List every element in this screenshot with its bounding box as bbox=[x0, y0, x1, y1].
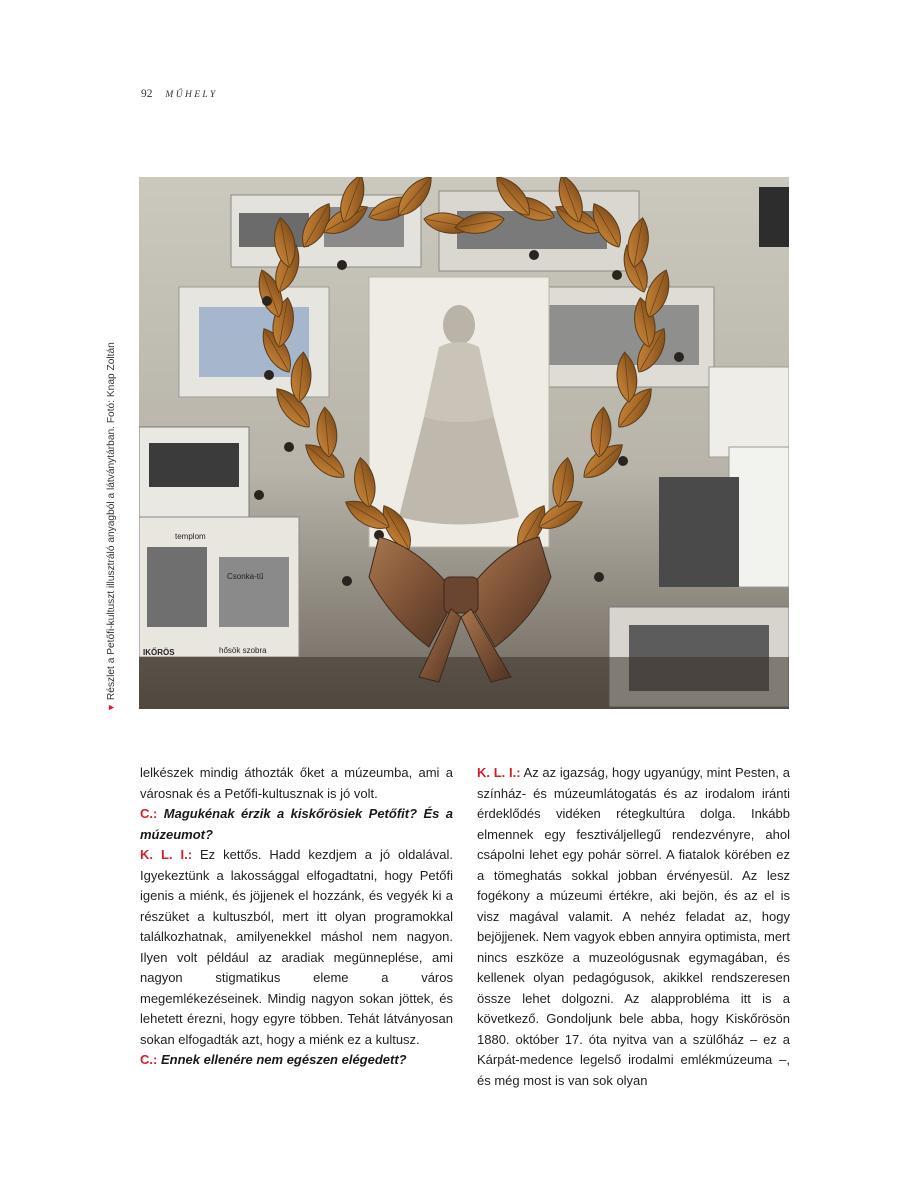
caption-marker-icon: ▼ bbox=[106, 703, 116, 712]
left-column bbox=[140, 763, 453, 1071]
running-header bbox=[141, 88, 218, 100]
answer: K. L. I.: Ez kettős. Hadd kezdjem a jó oldalával. Igyekeztünk a lakossággal elfogadtatni, hogy Petőfi igenis a miénk, és jöjjenek el hozzánk, és vegyék ki a részüket a kultuszból, mert itt olyan programokkal találkozhatnak, amilyenekkel máshol nem nagyon. Ilyen volt például az aradiak megünneplése, ami nagyon stigmatikus eleme a város megemlékezéseinek. Mindig nagyon sokan jöttek, és lehetett érezni, hogy egyre többen. Tehát látványosan sokan elfogadták azt, hogy a miénk ez a kultusz. bbox=[140, 847, 453, 1047]
section-title: MŰHELY bbox=[165, 90, 218, 100]
postcard-label-3: IKŐRÖS bbox=[143, 648, 175, 657]
postcard-label-1: templom bbox=[175, 532, 206, 541]
page-number: 92 bbox=[141, 88, 153, 100]
paragraph: lelkészek mindig áthozták őket a múzeumba, ami a városnak és a Petőfi-kultusznak is jó volt. bbox=[140, 765, 453, 801]
right-column bbox=[477, 763, 790, 1091]
postcard-label-4: hősök szobra bbox=[219, 646, 267, 655]
question: C.: Magukénak érzik a kiskőrösiek Petőfit? És a múzeumot? bbox=[140, 806, 453, 842]
speaker-label: K. L. I.: bbox=[140, 847, 193, 862]
answer: K. L. I.: Az az igazság, hogy ugyanúgy, mint Pesten, a színház- és múzeumlátogatás és az irodalom iránti érdeklődés vidéken rétegkultúra dolga. Inkább elmennek egy fesztiváljellegű rendezvényre, ahol csápolni lehet egy pohár sörrel. A fiatalok körében ez a tömeghatás sokkal jobban érvényesül. Az lesz fogékony a múzeumi értékre, aki bejön, és az el is visz magával valamit. A nehéz feladat az, hogy bejöjjenek. Nem vagyok ebben annyira optimista, mert nincs eszköze a muzeológusnak egymagában, és kellenek olyan pedagógusok, akikkel rendszeresen össze lehet dolgozni. Az alapprobléma itt is a következő. Gondoljunk bele abba, hogy Kiskőrösön 1880. október 17. óta nyitva van a szülőház – ez a Kárpát-medence legelső irodalmi emlékmúzeuma –, és még most is van sok olyan bbox=[477, 765, 790, 1088]
photo-caption bbox=[104, 342, 119, 712]
speaker-label: K. L. I.: bbox=[477, 765, 521, 780]
postcard-label-2: Csonka-tű bbox=[227, 572, 264, 581]
question: C.: Ennek ellenére nem egészen elégedett? bbox=[140, 1052, 407, 1067]
wreath-photo bbox=[139, 177, 789, 709]
photo-caption-text: Részlet a Petőfi-kultuszt illusztráló anyagból a látványtárban. Fotó: Knap Zoltán bbox=[106, 342, 117, 701]
speaker-label: C.: bbox=[140, 1052, 158, 1067]
wreath-photo-illustration bbox=[139, 177, 789, 709]
speaker-label: C.: bbox=[140, 806, 158, 821]
